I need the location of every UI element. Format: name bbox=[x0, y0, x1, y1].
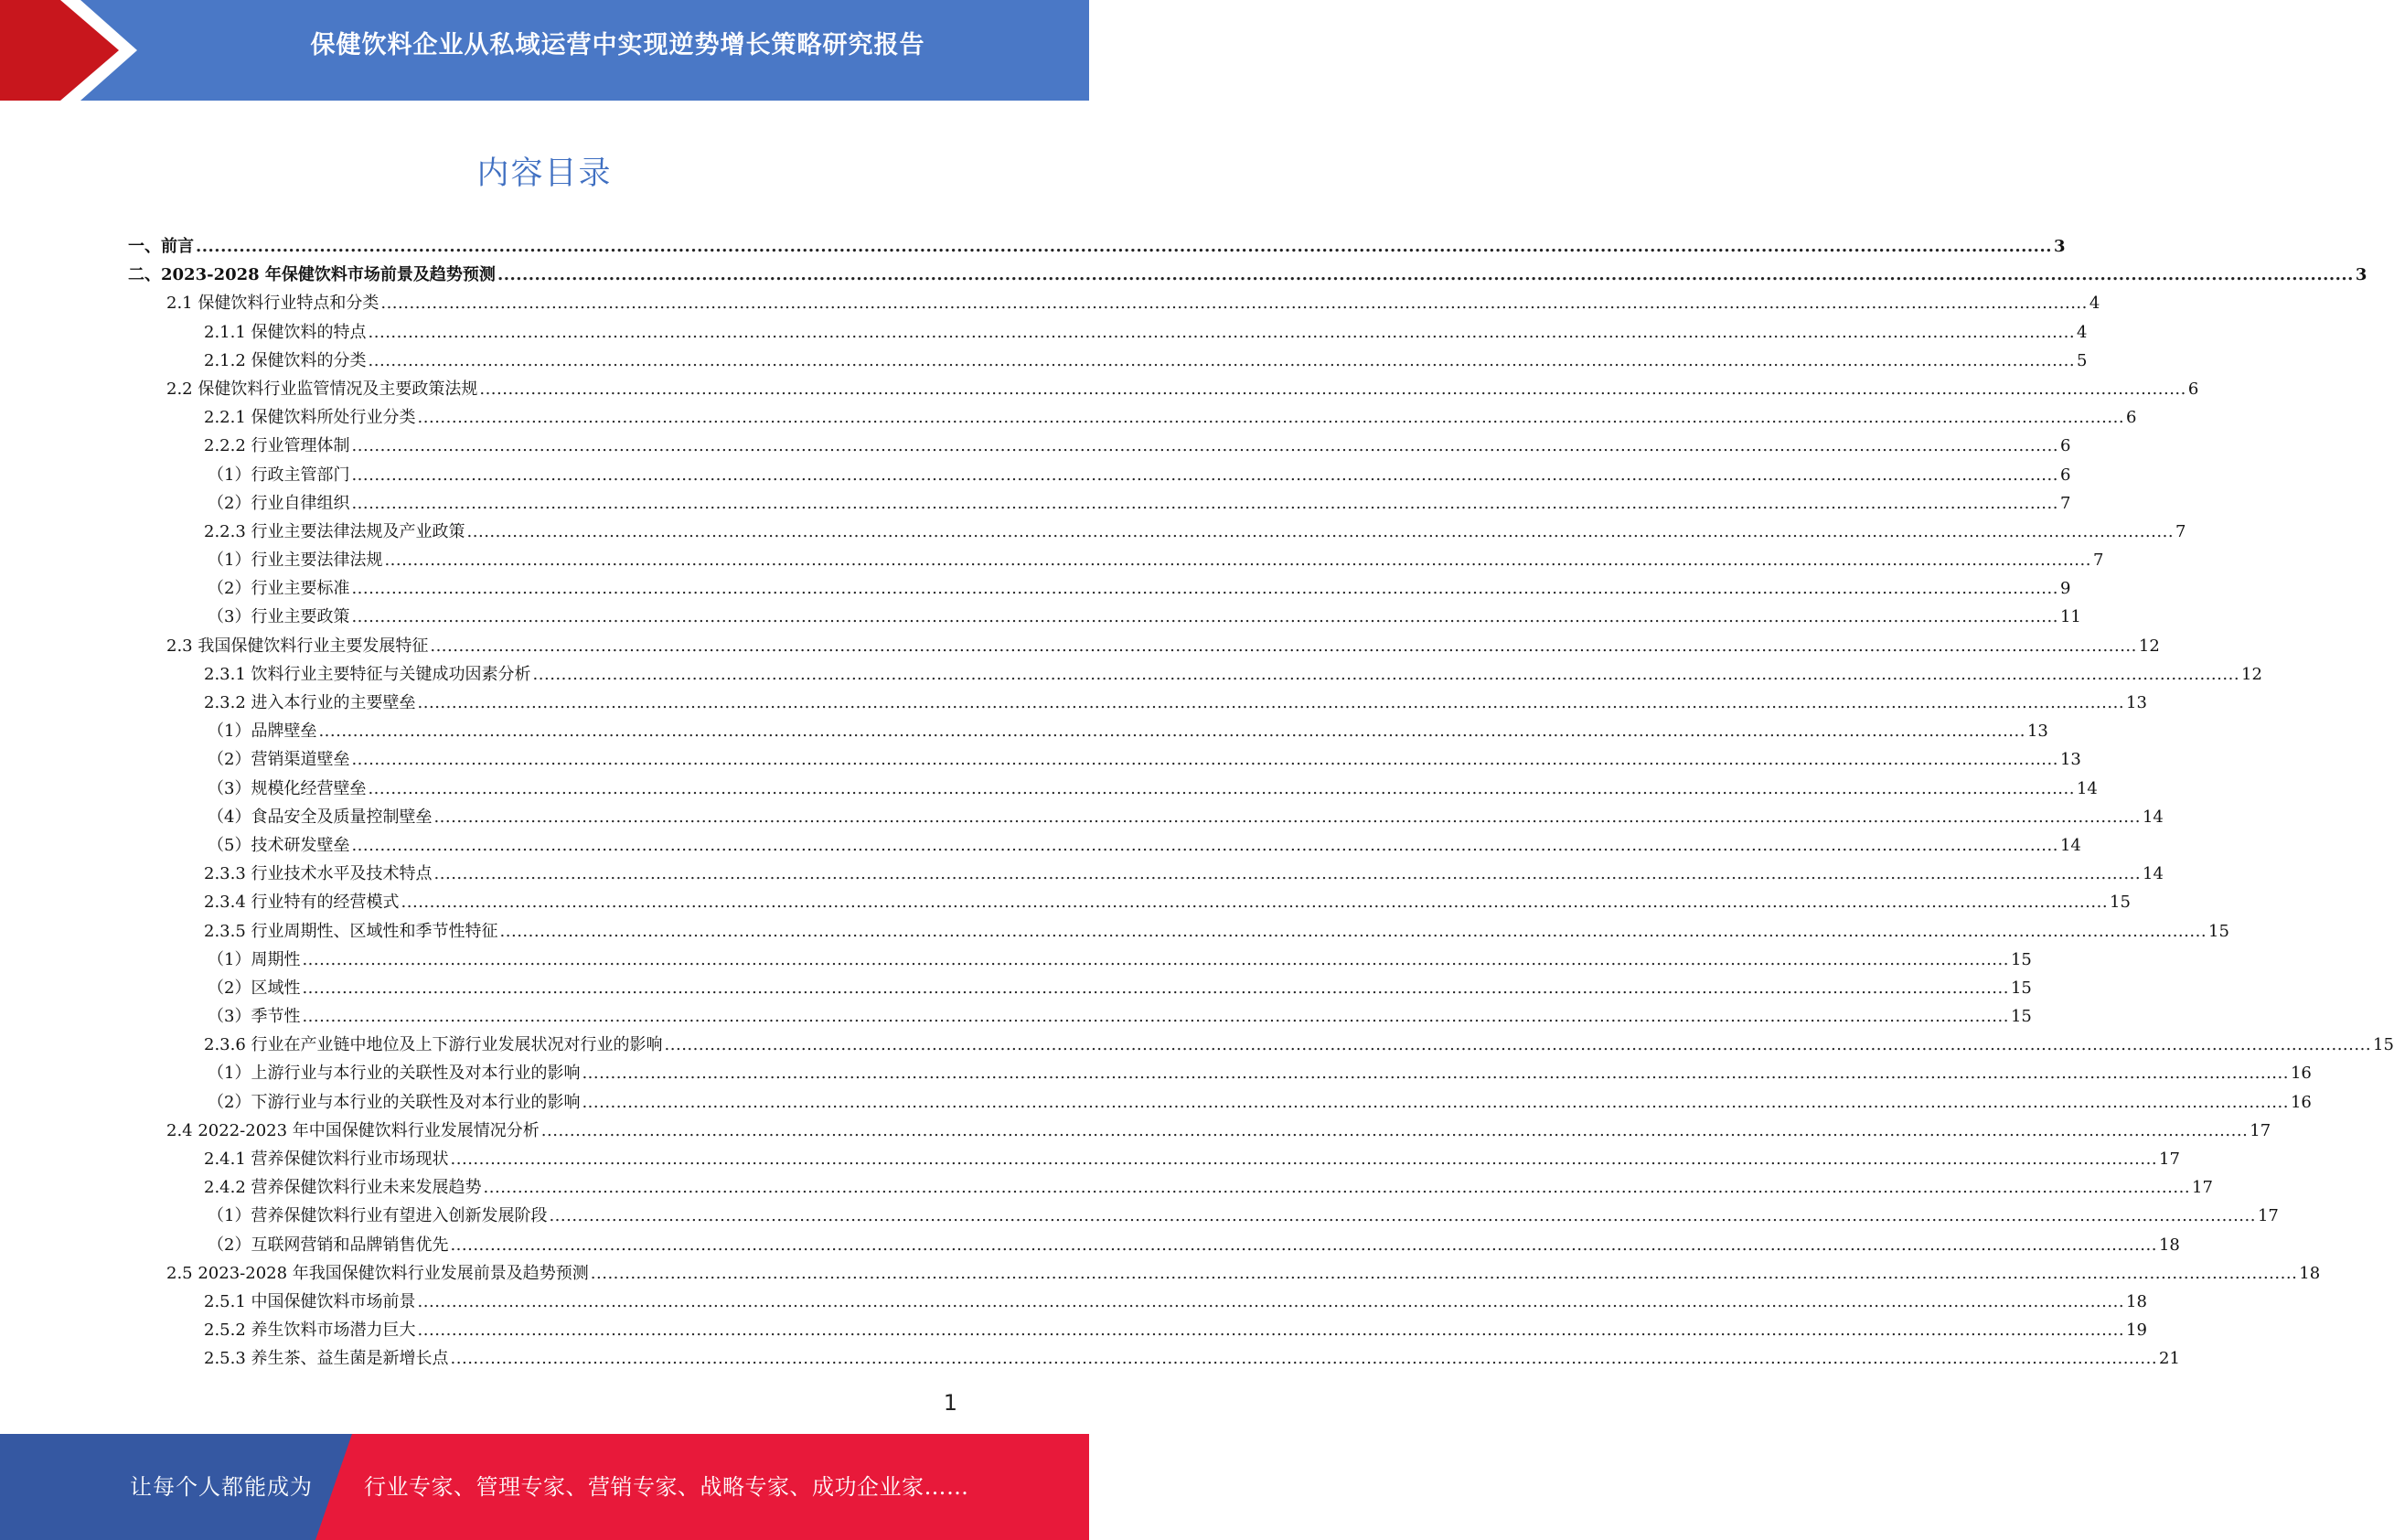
footer-banner bbox=[0, 1434, 1089, 1540]
toc-leader-dots: ............................................................................................................................................................................................................................................................................................................ bbox=[417, 693, 2125, 712]
toc-entry-label: 2.1.2 保健饮料的分类 bbox=[204, 350, 367, 370]
toc-entry[interactable] bbox=[128, 917, 2229, 946]
toc-entry-label: 2.3 我国保健饮料行业主要发展特征 bbox=[166, 636, 429, 656]
header-banner bbox=[0, 0, 1089, 101]
toc-entry-page: 7 bbox=[2175, 521, 2186, 541]
toc-entry-page: 4 bbox=[2077, 322, 2088, 342]
toc-entry[interactable] bbox=[128, 831, 2081, 860]
toc-entry[interactable] bbox=[128, 1145, 2180, 1173]
toc-entry-page: 14 bbox=[2059, 835, 2081, 855]
toc-entry-label: （2）营销渠道壁垒 bbox=[208, 750, 350, 770]
toc-leader-dots: ............................................................................................................................................................................................................................................................................................................ bbox=[540, 1120, 2249, 1140]
toc-title: 内容目录 bbox=[476, 155, 613, 192]
toc-leader-dots: ............................................................................................................................................................................................................................................................................................................ bbox=[368, 322, 2076, 342]
toc-entry[interactable] bbox=[128, 689, 2147, 717]
toc-entry-label: （1）品牌壁垒 bbox=[208, 722, 317, 742]
toc-entry[interactable] bbox=[128, 432, 2071, 460]
toc-entry-label: 2.2.3 行业主要法律法规及产业政策 bbox=[204, 521, 465, 541]
toc-entry-label: 2.5.2 养生饮料市场潜力巨大 bbox=[204, 1321, 416, 1341]
toc-entry-page: 14 bbox=[2076, 778, 2098, 798]
toc-entry-page: 15 bbox=[2010, 978, 2032, 998]
toc-leader-dots: ............................................................................................................................................................................................................................................................................................................ bbox=[417, 408, 2125, 428]
toc-entry-label: 2.4.2 营养保健饮料行业未来发展趋势 bbox=[204, 1178, 482, 1198]
toc-entry-page: 3 bbox=[2355, 265, 2367, 285]
toc-entry-page: 21 bbox=[2159, 1349, 2180, 1369]
toc-leader-dots: ............................................................................................................................................................................................................................................................................................................ bbox=[417, 1291, 2125, 1311]
toc-entry-label: 2.3.1 饮料行业主要特征与关键成功因素分析 bbox=[204, 664, 531, 684]
toc-entry-label: （5）技术研发壁垒 bbox=[208, 835, 350, 855]
toc-entry-page: 3 bbox=[2053, 237, 2066, 256]
toc-entry-page: 6 bbox=[2126, 408, 2137, 428]
toc-leader-dots: ............................................................................................................................................................................................................................................................................................................ bbox=[351, 579, 2058, 599]
toc-entry[interactable] bbox=[128, 489, 2071, 518]
toc-leader-dots: ............................................................................................................................................................................................................................................................................................................ bbox=[433, 864, 2142, 884]
toc-entry-label: （3）行业主要政策 bbox=[208, 607, 350, 627]
toc-entry[interactable] bbox=[128, 946, 2032, 974]
toc-leader-dots: ............................................................................................................................................................................................................................................................................................................ bbox=[664, 1035, 2372, 1055]
toc-entry[interactable] bbox=[128, 1259, 2321, 1288]
toc-entry-page: 14 bbox=[2143, 864, 2164, 884]
table-of-contents bbox=[128, 232, 2394, 1374]
toc-leader-dots: ............................................................................................................................................................................................................................................................................................................ bbox=[368, 350, 2076, 370]
toc-entry[interactable] bbox=[128, 1231, 2180, 1259]
toc-entry-label: 2.5.3 养生茶、益生菌是新增长点 bbox=[204, 1349, 449, 1369]
toc-leader-dots: ............................................................................................................................................................................................................................................................................................................ bbox=[590, 1263, 2298, 1283]
toc-entry[interactable] bbox=[128, 803, 2164, 831]
toc-entry-label: 2.2.2 行业管理体制 bbox=[204, 436, 350, 456]
toc-entry[interactable] bbox=[128, 632, 2160, 660]
toc-leader-dots: ............................................................................................................................................................................................................................................................................................................ bbox=[450, 1349, 2158, 1369]
toc-entry-page: 14 bbox=[2142, 807, 2164, 827]
report-title: 保健饮料企业从私域运营中实现逆势增长策略研究报告 bbox=[310, 31, 925, 59]
toc-entry-label: （1）行政主管部门 bbox=[208, 465, 350, 485]
toc-leader-dots: ............................................................................................................................................................................................................................................................................................................ bbox=[302, 949, 2009, 969]
toc-entry[interactable] bbox=[128, 1117, 2271, 1145]
toc-leader-dots: ............................................................................................................................................................................................................................................................................................................ bbox=[483, 1178, 2191, 1198]
toc-entry-label: 2.3.3 行业技术水平及技术特点 bbox=[204, 864, 433, 884]
toc-entry[interactable] bbox=[128, 375, 2199, 403]
toc-leader-dots: ............................................................................................................................................................................................................................................................................................................ bbox=[318, 722, 2025, 742]
toc-entry-page: 4 bbox=[2089, 294, 2100, 314]
toc-entry[interactable] bbox=[128, 1059, 2312, 1087]
toc-entry[interactable] bbox=[128, 717, 2048, 745]
toc-leader-dots: ............................................................................................................................................................................................................................................................................................................ bbox=[430, 636, 2137, 656]
toc-entry[interactable] bbox=[128, 318, 2088, 347]
toc-entry-label: 一、前言 bbox=[128, 237, 194, 256]
toc-entry-label: （2）行业自律组织 bbox=[208, 493, 350, 513]
toc-entry[interactable] bbox=[128, 745, 2081, 774]
toc-entry-label: 2.3.6 行业在产业链中地位及上下游行业发展状况对行业的影响 bbox=[204, 1035, 663, 1055]
toc-entry[interactable] bbox=[128, 1316, 2147, 1344]
toc-entry-label: 2.2.1 保健饮料所处行业分类 bbox=[204, 408, 416, 428]
footer-slogan-right: 行业专家、管理专家、营销专家、战略专家、成功企业家…… bbox=[364, 1474, 969, 1500]
toc-entry-page: 19 bbox=[2126, 1321, 2147, 1341]
toc-entry-label: （1）上游行业与本行业的关联性及对本行业的影响 bbox=[208, 1064, 581, 1084]
toc-leader-dots: ............................................................................................................................................................................................................................................................................................................ bbox=[450, 1235, 2157, 1255]
toc-entry-page: 18 bbox=[2126, 1291, 2147, 1311]
toc-leader-dots: ............................................................................................................................................................................................................................................................................................................ bbox=[582, 1064, 2289, 1084]
toc-leader-dots: ............................................................................................................................................................................................................................................................................................................ bbox=[302, 978, 2009, 998]
toc-entry-label: 2.1.1 保健饮料的特点 bbox=[204, 322, 367, 342]
toc-leader-dots: ............................................................................................................................................................................................................................................................................................................ bbox=[433, 807, 2141, 827]
toc-entry-label: （2）区域性 bbox=[208, 978, 301, 998]
toc-entry[interactable] bbox=[128, 1202, 2279, 1230]
toc-entry-page: 11 bbox=[2059, 607, 2081, 627]
header-chevron-icon bbox=[0, 0, 137, 101]
toc-entry-label: 2.3.4 行业特有的经营模式 bbox=[204, 893, 400, 913]
toc-entry-label: 2.3.5 行业周期性、区域性和季节性特征 bbox=[204, 921, 498, 941]
toc-entry[interactable] bbox=[128, 347, 2088, 375]
toc-leader-dots: ............................................................................................................................................................................................................................................................................................................ bbox=[351, 607, 2058, 627]
toc-leader-dots: ............................................................................................................................................................................................................................................................................................................ bbox=[384, 551, 2091, 571]
toc-leader-dots: ............................................................................................................................................................................................................................................................................................................ bbox=[351, 493, 2058, 513]
toc-entry-label: （1）行业主要法律法规 bbox=[208, 551, 383, 571]
toc-entry[interactable] bbox=[128, 574, 2071, 603]
toc-entry-label: 2.4.1 营养保健饮料行业市场现状 bbox=[204, 1150, 449, 1169]
toc-leader-dots: ............................................................................................................................................................................................................................................................................................................ bbox=[351, 436, 2059, 456]
toc-entry-label: 2.3.2 进入本行业的主要壁垒 bbox=[204, 693, 416, 712]
toc-entry[interactable] bbox=[128, 603, 2081, 631]
toc-leader-dots: ............................................................................................................................................................................................................................................................................................................ bbox=[401, 893, 2109, 913]
toc-entry-page: 18 bbox=[2158, 1235, 2180, 1255]
toc-entry-page: 15 bbox=[2010, 949, 2032, 969]
toc-entry-page: 5 bbox=[2077, 350, 2088, 370]
toc-entry-page: 17 bbox=[2257, 1206, 2279, 1226]
toc-entry-page: 18 bbox=[2299, 1263, 2321, 1283]
toc-entry[interactable] bbox=[128, 974, 2032, 1002]
toc-leader-dots: ............................................................................................................................................................................................................................................................................................................ bbox=[466, 521, 2175, 541]
toc-entry-label: （2）互联网营销和品牌销售优先 bbox=[208, 1235, 449, 1255]
toc-entry-page: 15 bbox=[2208, 921, 2229, 941]
toc-entry-label: （3）规模化经营壁垒 bbox=[208, 778, 367, 798]
toc-leader-dots: ............................................................................................................................................................................................................................................................................................................ bbox=[196, 237, 2052, 256]
toc-entry-label: 二、2023-2028 年保健饮料市场前景及趋势预测 bbox=[128, 265, 496, 285]
toc-entry-page: 15 bbox=[2373, 1035, 2394, 1055]
toc-leader-dots: ............................................................................................................................................................................................................................................................................................................ bbox=[417, 1321, 2125, 1341]
toc-leader-dots: ............................................................................................................................................................................................................................................................................................................ bbox=[351, 835, 2058, 855]
toc-entry[interactable] bbox=[128, 775, 2098, 803]
toc-entry[interactable] bbox=[128, 518, 2186, 546]
toc-leader-dots: ............................................................................................................................................................................................................................................................................................................ bbox=[368, 778, 2075, 798]
toc-entry-page: 16 bbox=[2290, 1092, 2312, 1112]
toc-entry-page: 6 bbox=[2187, 379, 2199, 399]
toc-leader-dots: ............................................................................................................................................................................................................................................................................................................ bbox=[532, 664, 2240, 684]
toc-leader-dots: ............................................................................................................................................................................................................................................................................................................ bbox=[351, 750, 2058, 770]
toc-entry[interactable] bbox=[128, 261, 2367, 289]
toc-entry[interactable] bbox=[128, 403, 2137, 432]
toc-entry[interactable] bbox=[128, 1088, 2312, 1117]
toc-entry-page: 7 bbox=[2092, 551, 2104, 571]
toc-entry-page: 13 bbox=[2059, 750, 2081, 770]
toc-entry[interactable] bbox=[128, 232, 2066, 261]
toc-entry-label: （1）周期性 bbox=[208, 949, 301, 969]
toc-entry[interactable] bbox=[128, 546, 2104, 574]
toc-entry-page: 9 bbox=[2059, 579, 2071, 599]
toc-entry-page: 7 bbox=[2059, 493, 2071, 513]
toc-entry-label: 2.2 保健饮料行业监管情况及主要政策法规 bbox=[166, 379, 478, 399]
toc-leader-dots: ............................................................................................................................................................................................................................................................................................................ bbox=[351, 465, 2058, 485]
toc-entry-page: 12 bbox=[2138, 636, 2160, 656]
toc-entry-label: （2）下游行业与本行业的关联性及对本行业的影响 bbox=[208, 1092, 581, 1112]
footer-slogan-left: 让每个人都能成为 bbox=[130, 1474, 313, 1500]
toc-entry-label: 2.5 2023-2028 年我国保健饮料行业发展前景及趋势预测 bbox=[166, 1263, 589, 1283]
toc-entry-page: 13 bbox=[2026, 722, 2048, 742]
toc-entry[interactable] bbox=[128, 860, 2164, 888]
toc-entry-page: 17 bbox=[2192, 1178, 2213, 1198]
toc-entry[interactable] bbox=[128, 1031, 2394, 1059]
page-number: 1 bbox=[943, 1390, 957, 1416]
toc-entry-label: （4）食品安全及质量控制壁垒 bbox=[208, 807, 433, 827]
toc-leader-dots: ............................................................................................................................................................................................................................................................................................................ bbox=[302, 1007, 2009, 1027]
toc-leader-dots: ............................................................................................................................................................................................................................................................................................................ bbox=[450, 1150, 2158, 1169]
toc-entry[interactable] bbox=[128, 1002, 2032, 1031]
toc-entry-label: （2）行业主要标准 bbox=[208, 579, 350, 599]
toc-entry[interactable] bbox=[128, 1173, 2213, 1202]
toc-leader-dots: ............................................................................................................................................................................................................................................................................................................ bbox=[380, 294, 2088, 314]
toc-entry[interactable] bbox=[128, 461, 2071, 489]
toc-leader-dots: ............................................................................................................................................................................................................................................................................................................ bbox=[582, 1092, 2289, 1112]
toc-entry-page: 6 bbox=[2060, 436, 2071, 456]
toc-entry[interactable] bbox=[128, 1288, 2147, 1316]
toc-entry-page: 16 bbox=[2290, 1064, 2312, 1084]
toc-entry-page: 6 bbox=[2059, 465, 2071, 485]
toc-entry[interactable] bbox=[128, 888, 2131, 916]
toc-entry-label: 2.4 2022-2023 年中国保健饮料行业发展情况分析 bbox=[166, 1120, 540, 1140]
toc-entry[interactable] bbox=[128, 660, 2262, 689]
toc-entry-label: （1）营养保健饮料行业有望进入创新发展阶段 bbox=[208, 1206, 548, 1226]
toc-leader-dots: ............................................................................................................................................................................................................................................................................................................ bbox=[479, 379, 2186, 399]
toc-entry-page: 13 bbox=[2126, 693, 2147, 712]
toc-entry-page: 12 bbox=[2241, 664, 2262, 684]
toc-entry[interactable] bbox=[128, 289, 2100, 317]
toc-entry-page: 17 bbox=[2159, 1150, 2180, 1169]
toc-entry-label: 2.1 保健饮料行业特点和分类 bbox=[166, 294, 379, 314]
toc-entry-page: 17 bbox=[2250, 1120, 2271, 1140]
toc-leader-dots: ............................................................................................................................................................................................................................................................................................................ bbox=[499, 921, 2207, 941]
toc-leader-dots: ............................................................................................................................................................................................................................................................................................................ bbox=[549, 1206, 2256, 1226]
toc-leader-dots: ............................................................................................................................................................................................................................................................................................................ bbox=[497, 265, 2354, 285]
toc-entry-label: （3）季节性 bbox=[208, 1007, 301, 1027]
toc-entry-page: 15 bbox=[2010, 1007, 2032, 1027]
toc-entry-page: 15 bbox=[2110, 893, 2131, 913]
toc-entry-label: 2.5.1 中国保健饮料市场前景 bbox=[204, 1291, 416, 1311]
toc-entry[interactable] bbox=[128, 1344, 2180, 1373]
